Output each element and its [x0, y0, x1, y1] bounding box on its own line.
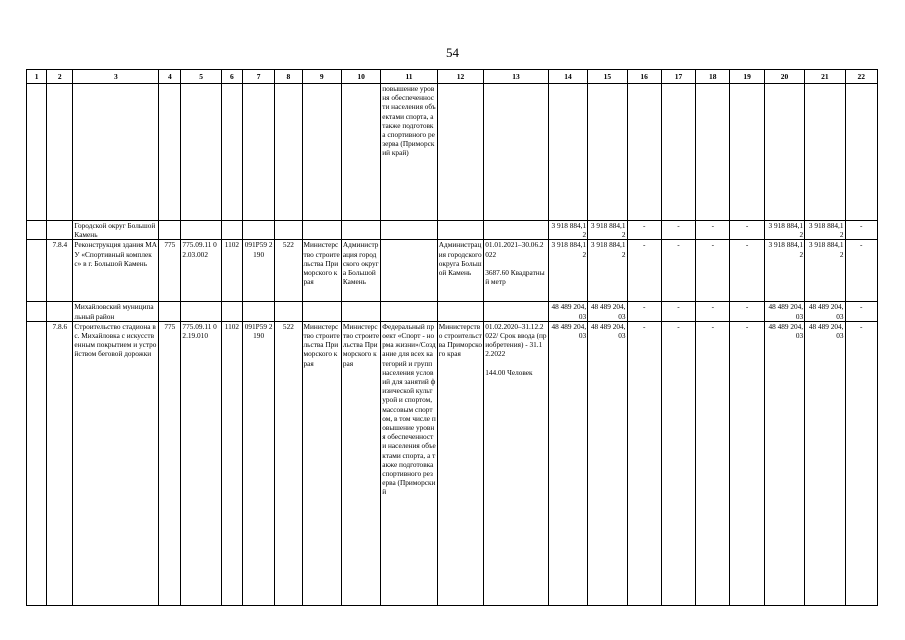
amount-cell: 3 918 884,12 — [805, 221, 845, 240]
header-cell: 19 — [730, 70, 764, 84]
amount-cell: - — [627, 321, 661, 605]
amount-cell: - — [627, 221, 661, 240]
amount-cell: 48 489 204,03 — [764, 302, 804, 321]
amount-cell: - — [627, 240, 661, 302]
header-cell: 17 — [661, 70, 695, 84]
period-dates: 01.01.2021–30.06.2022 — [485, 240, 544, 259]
code-cell: 775 — [159, 240, 181, 302]
project-description-cell: Федеральный проект «Спорт - норма жизни»/Создание для всех категорий и групп населения условий для занятий физической культурой и спортом, массовым спортом, в том числе повышение уровня обеспеченности населения объектами спорта, а также подготовка спортивного резерва (Приморский — [381, 321, 438, 605]
amount-cell: 3 918 884,12 — [548, 221, 587, 240]
header-cell: 16 — [627, 70, 661, 84]
amount-cell: - — [845, 221, 877, 240]
amount-cell: - — [696, 302, 730, 321]
table-row — [27, 302, 878, 321]
period-cell — [484, 321, 549, 605]
code-cell: 1102 — [221, 321, 242, 605]
header-cell: 18 — [696, 70, 730, 84]
organization-cell: Администрация городского округа Большой Камень — [437, 240, 483, 302]
budget-table — [26, 69, 878, 606]
header-row — [27, 70, 878, 84]
code-cell: 522 — [275, 240, 302, 302]
amount-cell: 3 918 884,12 — [764, 221, 804, 240]
header-cell: 6 — [221, 70, 242, 84]
table-row — [27, 321, 878, 605]
header-cell: 21 — [805, 70, 845, 84]
header-cell: 12 — [437, 70, 483, 84]
amount-cell: - — [730, 240, 764, 302]
item-description: Реконструкция здания МАУ «Спортивный комплекс» в г. Большой Камень — [73, 240, 159, 302]
municipality-name: Городской округ Большой Камень — [73, 221, 159, 240]
header-cell: 4 — [159, 70, 181, 84]
amount-cell: 48 489 204,03 — [805, 321, 845, 605]
code-cell: 1102 — [221, 240, 242, 302]
amount-cell: 3 918 884,12 — [588, 221, 627, 240]
period-dates: 01.02.2020–31.12.2022/ Срок ввода (приобретения) - 31.12.2022 — [485, 321, 547, 359]
amount-cell: - — [730, 221, 764, 240]
organization-cell: Министерство строительства Приморского края — [302, 240, 341, 302]
amount-cell: 48 489 204,03 — [764, 321, 804, 605]
code-cell: 091Р59 2190 — [242, 321, 274, 605]
organization-cell: Министерство строительства Приморского края — [341, 321, 380, 605]
header-cell: 7 — [242, 70, 274, 84]
amount-cell: - — [696, 221, 730, 240]
header-cell: 20 — [764, 70, 804, 84]
amount-cell: 48 489 204,03 — [548, 321, 587, 605]
header-cell: 1 — [27, 70, 47, 84]
amount-cell: 48 489 204,03 — [588, 302, 627, 321]
header-cell: 9 — [302, 70, 341, 84]
amount-cell: - — [661, 240, 695, 302]
amount-cell: - — [845, 321, 877, 605]
page-number: 54 — [446, 45, 459, 60]
amount-cell: 3 918 884,12 — [548, 240, 587, 302]
amount-cell: - — [730, 302, 764, 321]
amount-cell: - — [661, 321, 695, 605]
header-cell: 11 — [381, 70, 438, 84]
amount-cell: 3 918 884,12 — [764, 240, 804, 302]
header-cell: 22 — [845, 70, 877, 84]
header-cell: 3 — [73, 70, 159, 84]
amount-cell: - — [696, 321, 730, 605]
header-cell: 10 — [341, 70, 380, 84]
table-row — [27, 240, 878, 302]
amount-cell: 48 489 204,03 — [548, 302, 587, 321]
code-cell: 775.09.11 02.19.010 — [181, 321, 221, 605]
item-number: 7.8.4 — [47, 240, 73, 302]
code-cell: 091Р59 2190 — [242, 240, 274, 302]
code-cell: 522 — [275, 321, 302, 605]
organization-cell: Министерство строительства Приморского края — [437, 321, 483, 605]
municipality-name: Михайловский муниципальный район — [73, 302, 159, 321]
period-cell — [484, 240, 549, 302]
organization-cell: Министерство строительства Приморского края — [302, 321, 341, 605]
amount-cell: - — [730, 321, 764, 605]
amount-cell: - — [661, 221, 695, 240]
organization-cell: Администрация городского округа Большой Камень — [341, 240, 380, 302]
amount-cell: 3 918 884,12 — [805, 240, 845, 302]
amount-cell: 3 918 884,12 — [588, 240, 627, 302]
code-cell: 775.09.11 02.03.002 — [181, 240, 221, 302]
capacity-value: 144.00 Человек — [485, 367, 533, 377]
amount-cell: - — [661, 302, 695, 321]
header-cell: 5 — [181, 70, 221, 84]
amount-cell: - — [696, 240, 730, 302]
amount-cell: 48 489 204,03 — [805, 302, 845, 321]
amount-cell: - — [845, 240, 877, 302]
header-cell: 14 — [548, 70, 587, 84]
header-cell: 15 — [588, 70, 627, 84]
header-cell: 13 — [484, 70, 549, 84]
header-cell: 2 — [47, 70, 73, 84]
amount-cell: - — [627, 302, 661, 321]
table-row — [27, 84, 878, 221]
amount-cell: - — [845, 302, 877, 321]
capacity-value: 3687.60 Квадратный метр — [485, 267, 545, 287]
table-row — [27, 221, 878, 240]
item-description: Строительство стадиона в с. Михайловка с искусственным покрытием и устройством беговой дорожки — [73, 321, 159, 605]
item-number: 7.8.6 — [47, 321, 73, 605]
code-cell: 775 — [159, 321, 181, 605]
header-cell: 8 — [275, 70, 302, 84]
project-description-cell: повышение уровня обеспеченности населения объектами спорта, а также подготовка спортивного резерва (Приморский край) — [381, 84, 438, 221]
amount-cell: 48 489 204,03 — [588, 321, 627, 605]
